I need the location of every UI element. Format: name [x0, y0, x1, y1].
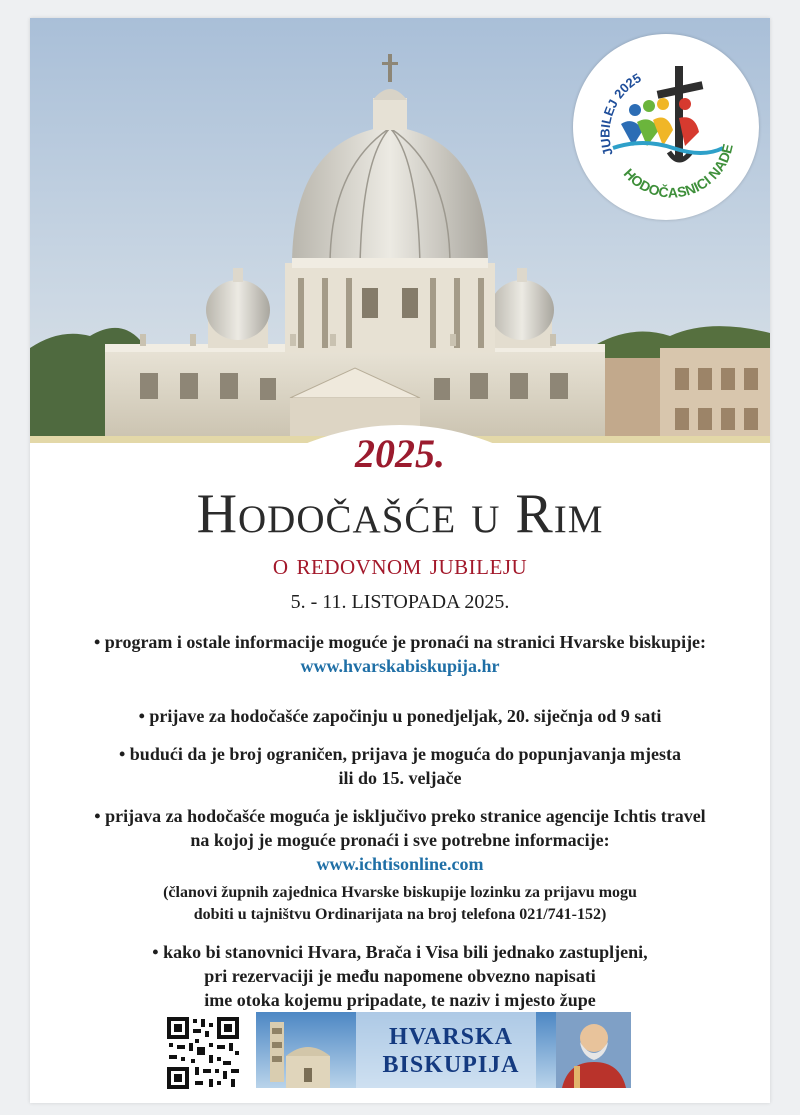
page-title: Hodočašće u Rim	[196, 483, 604, 545]
bullet: •	[118, 744, 126, 764]
info-text: kako bi stanovnici Hvara, Brača i Visa bili jednako zastupljeni,	[163, 942, 648, 962]
bullet: •	[152, 942, 159, 962]
info-text: prijava za hodočašće moguća je isključivo preko stranice agencije Ichtis travel	[105, 806, 706, 826]
info-text: ime otoka kojemu pripadate, te naziv i mjesto župe	[204, 990, 596, 1010]
info-item-limited-spots	[30, 742, 770, 790]
info-text: (članovi župnih zajednica Hvarske biskupije lozinku za prijavu mogu	[163, 884, 637, 901]
qr-code[interactable]	[165, 1015, 241, 1091]
info-item-program	[30, 630, 770, 678]
banner-line-2: BISKUPIJA	[382, 1052, 520, 1078]
ichtis-link[interactable]: www.ichtisonline.com	[316, 854, 484, 874]
bullet: •	[138, 706, 145, 726]
info-text: prijave za hodočašće započinju u ponedjeljak, 20. siječnja od 9 sati	[149, 706, 662, 726]
page-subtitle: o redovnom jubileju	[272, 548, 528, 581]
logo-bottom-text: HODOČASNICI NADE	[620, 142, 736, 201]
biskupija-link[interactable]: www.hvarskabiskupija.hr	[300, 656, 500, 676]
poster	[30, 18, 770, 1103]
hvarska-biskupija-banner	[256, 1012, 631, 1088]
info-text: ili do 15. veljače	[338, 768, 462, 788]
banner-line-1: HVARSKA	[389, 1024, 513, 1050]
info-text: dobiti u tajništvu Ordinarijata na broj telefona 021/741-152)	[193, 906, 607, 923]
event-dates: 5. - 11. LISTOPADA 2025.	[290, 591, 510, 613]
bullet: •	[93, 632, 101, 652]
info-note-password	[30, 882, 770, 926]
info-text: na kojoj je moguće pronaći i sve potrebne informacije:	[190, 830, 610, 850]
info-text: budući da je broj ograničen, prijava je moguća do popunjavanja mjesta	[129, 744, 681, 764]
info-item-agency	[30, 804, 770, 876]
info-text: program i ostale informacije moguće je pronaći na stranici Hvarske biskupije:	[104, 632, 707, 652]
bullet: •	[94, 806, 101, 826]
info-text: pri rezervaciji je među napomene obvezno napisati	[204, 966, 596, 986]
info-item-registration-start	[30, 704, 770, 728]
jubilee-logo	[573, 34, 759, 220]
info-item-islands	[30, 940, 770, 1012]
logo-top-text: JUBILEJ 2025	[597, 70, 644, 158]
event-year: 2025.	[355, 431, 445, 476]
